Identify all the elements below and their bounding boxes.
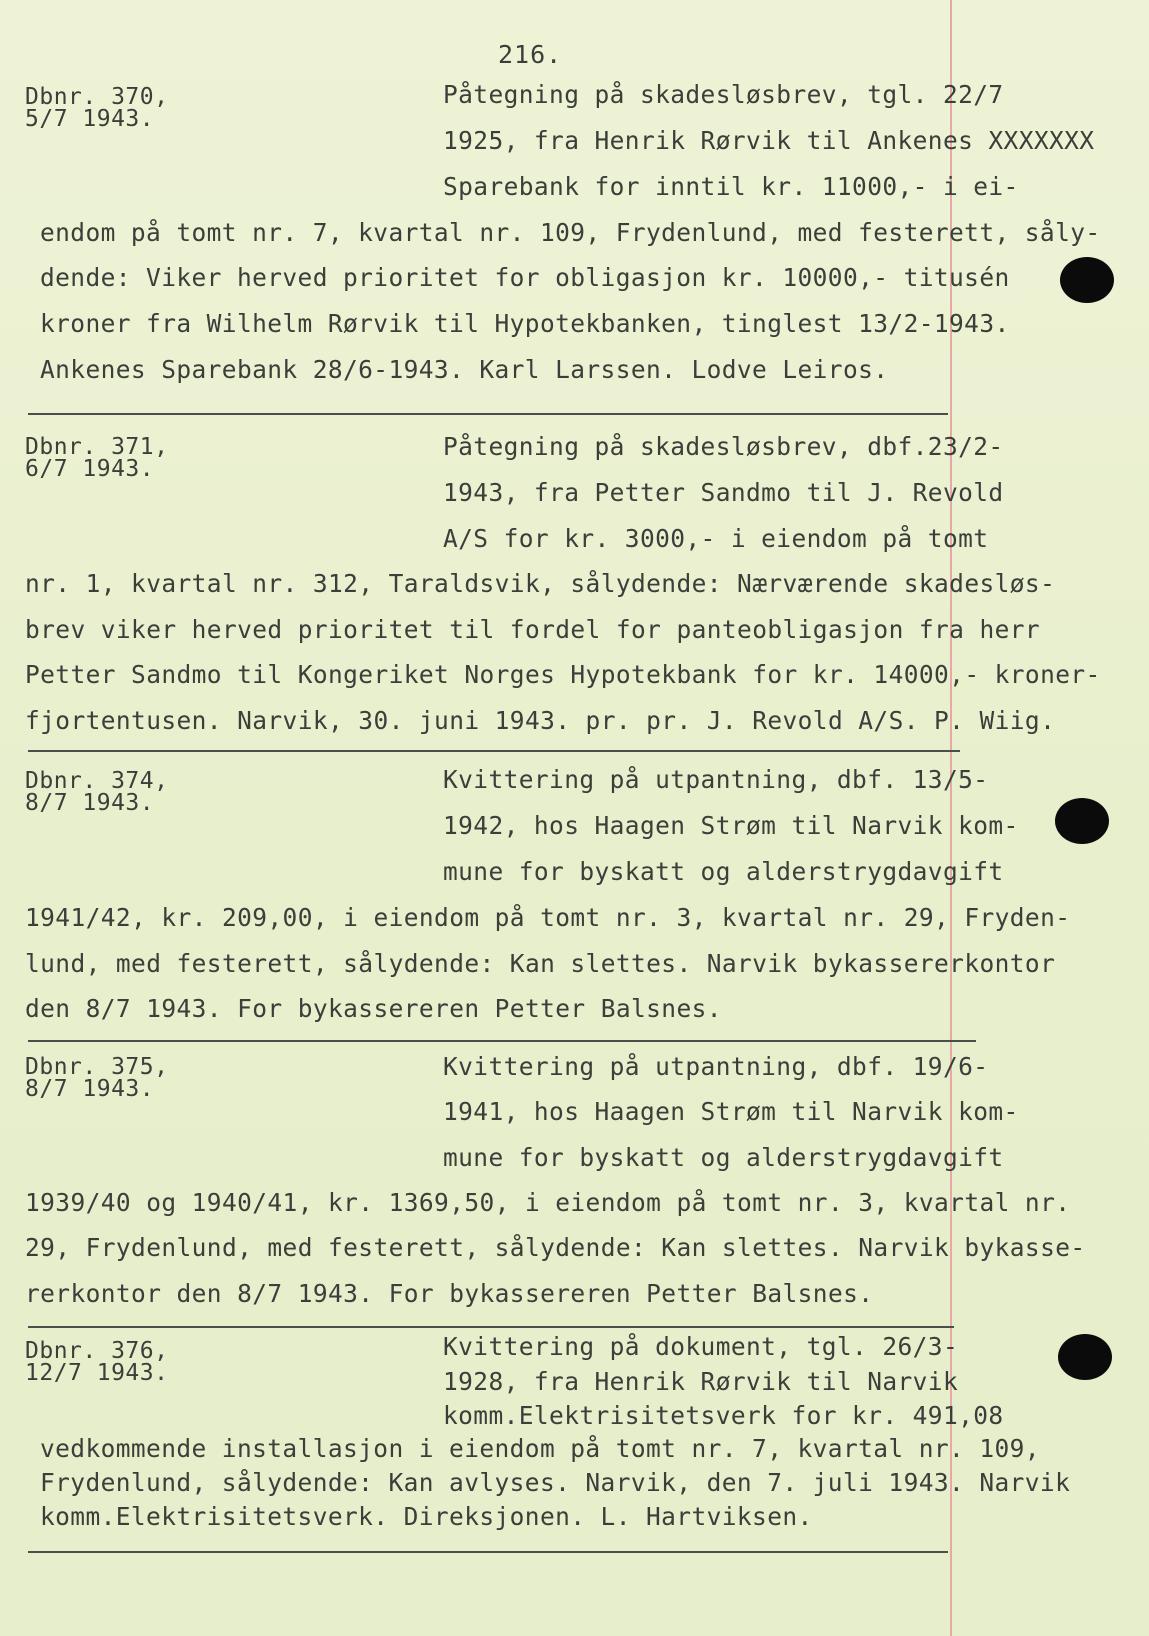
entry-date: 6/7 1943.: [25, 456, 155, 482]
entry-divider: [28, 1040, 976, 1042]
entry-text-line: fjortentusen. Narvik, 30. juni 1943. pr. pr. J. Revold A/S. P. Wiig.: [25, 706, 1056, 735]
entry-text-line: Kvittering på utpantning, dbf. 19/6-: [443, 1052, 989, 1081]
entry-reference: [25, 770, 168, 814]
entry-text-line: vedkommende installasjon i eiendom på tomt nr. 7, kvartal nr. 109,: [40, 1434, 1040, 1463]
entry-text-line: 1939/40 og 1940/41, kr. 1369,50, i eiendom på tomt nr. 3, kvartal nr.: [25, 1188, 1071, 1217]
entry-text-line: Sparebank for inntil kr. 11000,- i ei-: [443, 172, 1019, 201]
entry-number: Dbnr. 371,: [25, 434, 169, 460]
entry-text-line: Kvittering på utpantning, dbf. 13/5-: [443, 765, 989, 794]
entry-text-line: 29, Frydenlund, med festerett, sålydende: Kan slettes. Narvik bykasse-: [25, 1233, 1086, 1262]
punch-hole: [1060, 257, 1114, 303]
entry-text-line: rerkontor den 8/7 1943. For bykassereren Petter Balsnes.: [25, 1279, 874, 1308]
entry-text-line: 1942, hos Haagen Strøm til Narvik kom-: [443, 811, 1019, 840]
entry-number: Dbnr. 376,: [25, 1338, 169, 1364]
entry-date: 5/7 1943.: [25, 106, 155, 132]
entry-text-line: mune for byskatt og alderstrygdavgift: [443, 857, 1004, 886]
page-number: 216.: [498, 40, 563, 69]
entry-text-line: A/S for kr. 3000,- i eiendom på tomt: [443, 524, 989, 553]
entry-number: Dbnr. 370,: [25, 84, 169, 110]
entry-text-line: dende: Viker herved prioritet for obligasjon kr. 10000,- titusén: [40, 263, 1010, 292]
punch-hole: [1055, 798, 1109, 844]
entry-text-line: 1941/42, kr. 209,00, i eiendom på tomt nr. 3, kvartal nr. 29, Fryden-: [25, 903, 1071, 932]
entry-text-line: 1925, fra Henrik Rørvik til Ankenes XXXXXXX: [443, 126, 1095, 155]
entry-reference: [25, 1340, 168, 1384]
entry-date: 8/7 1943.: [25, 1076, 155, 1102]
entry-text-line: 1943, fra Petter Sandmo til J. Revold: [443, 478, 1004, 507]
entry-reference: [25, 86, 168, 130]
entry-text-line: nr. 1, kvartal nr. 312, Taraldsvik, sålydende: Nærværende skadesløs-: [25, 569, 1056, 598]
entry-text-line: Påtegning på skadesløsbrev, tgl. 22/7: [443, 80, 1004, 109]
entry-reference: [25, 1056, 168, 1100]
entry-text-line: Påtegning på skadesløsbrev, dbf.23/2-: [443, 432, 1004, 461]
entry-text-line: Petter Sandmo til Kongeriket Norges Hypotekbank for kr. 14000,- kroner-: [25, 660, 1101, 689]
entry-text-line: den 8/7 1943. For bykassereren Petter Balsnes.: [25, 994, 722, 1023]
entry-date: 12/7 1943.: [25, 1360, 169, 1386]
entry-number: Dbnr. 375,: [25, 1054, 169, 1080]
entry-text-line: brev viker herved prioritet til fordel for panteobligasjon fra herr: [25, 615, 1041, 644]
entry-text-line: mune for byskatt og alderstrygdavgift: [443, 1143, 1004, 1172]
entry-date: 8/7 1943.: [25, 790, 155, 816]
entry-text-line: lund, med festerett, sålydende: Kan slettes. Narvik bykassererkontor: [25, 949, 1056, 978]
entry-text-line: komm.Elektrisitetsverk. Direksjonen. L. Hartviksen.: [40, 1502, 813, 1531]
entry-divider: [28, 1326, 954, 1328]
entry-text-line: 1928, fra Henrik Rørvik til Narvik: [443, 1367, 959, 1396]
entry-text-line: Ankenes Sparebank 28/6-1943. Karl Larssen. Lodve Leiros.: [40, 355, 889, 384]
entry-number: Dbnr. 374,: [25, 768, 169, 794]
entry-text-line: komm.Elektrisitetsverk for kr. 491,08: [443, 1401, 1004, 1430]
entry-divider: [28, 750, 960, 752]
punch-hole: [1058, 1334, 1112, 1380]
entry-text-line: Kvittering på dokument, tgl. 26/3-: [443, 1332, 959, 1361]
entry-text-line: kroner fra Wilhelm Rørvik til Hypotekbanken, tinglest 13/2-1943.: [40, 309, 1010, 338]
entry-text-line: Frydenlund, sålydende: Kan avlyses. Narvik, den 7. juli 1943. Narvik: [40, 1468, 1071, 1497]
entry-text-line: 1941, hos Haagen Strøm til Narvik kom-: [443, 1097, 1019, 1126]
entry-reference: [25, 436, 168, 480]
entry-divider: [28, 1551, 948, 1553]
entry-divider: [28, 413, 948, 415]
entry-text-line: endom på tomt nr. 7, kvartal nr. 109, Frydenlund, med festerett, såly-: [40, 218, 1101, 247]
